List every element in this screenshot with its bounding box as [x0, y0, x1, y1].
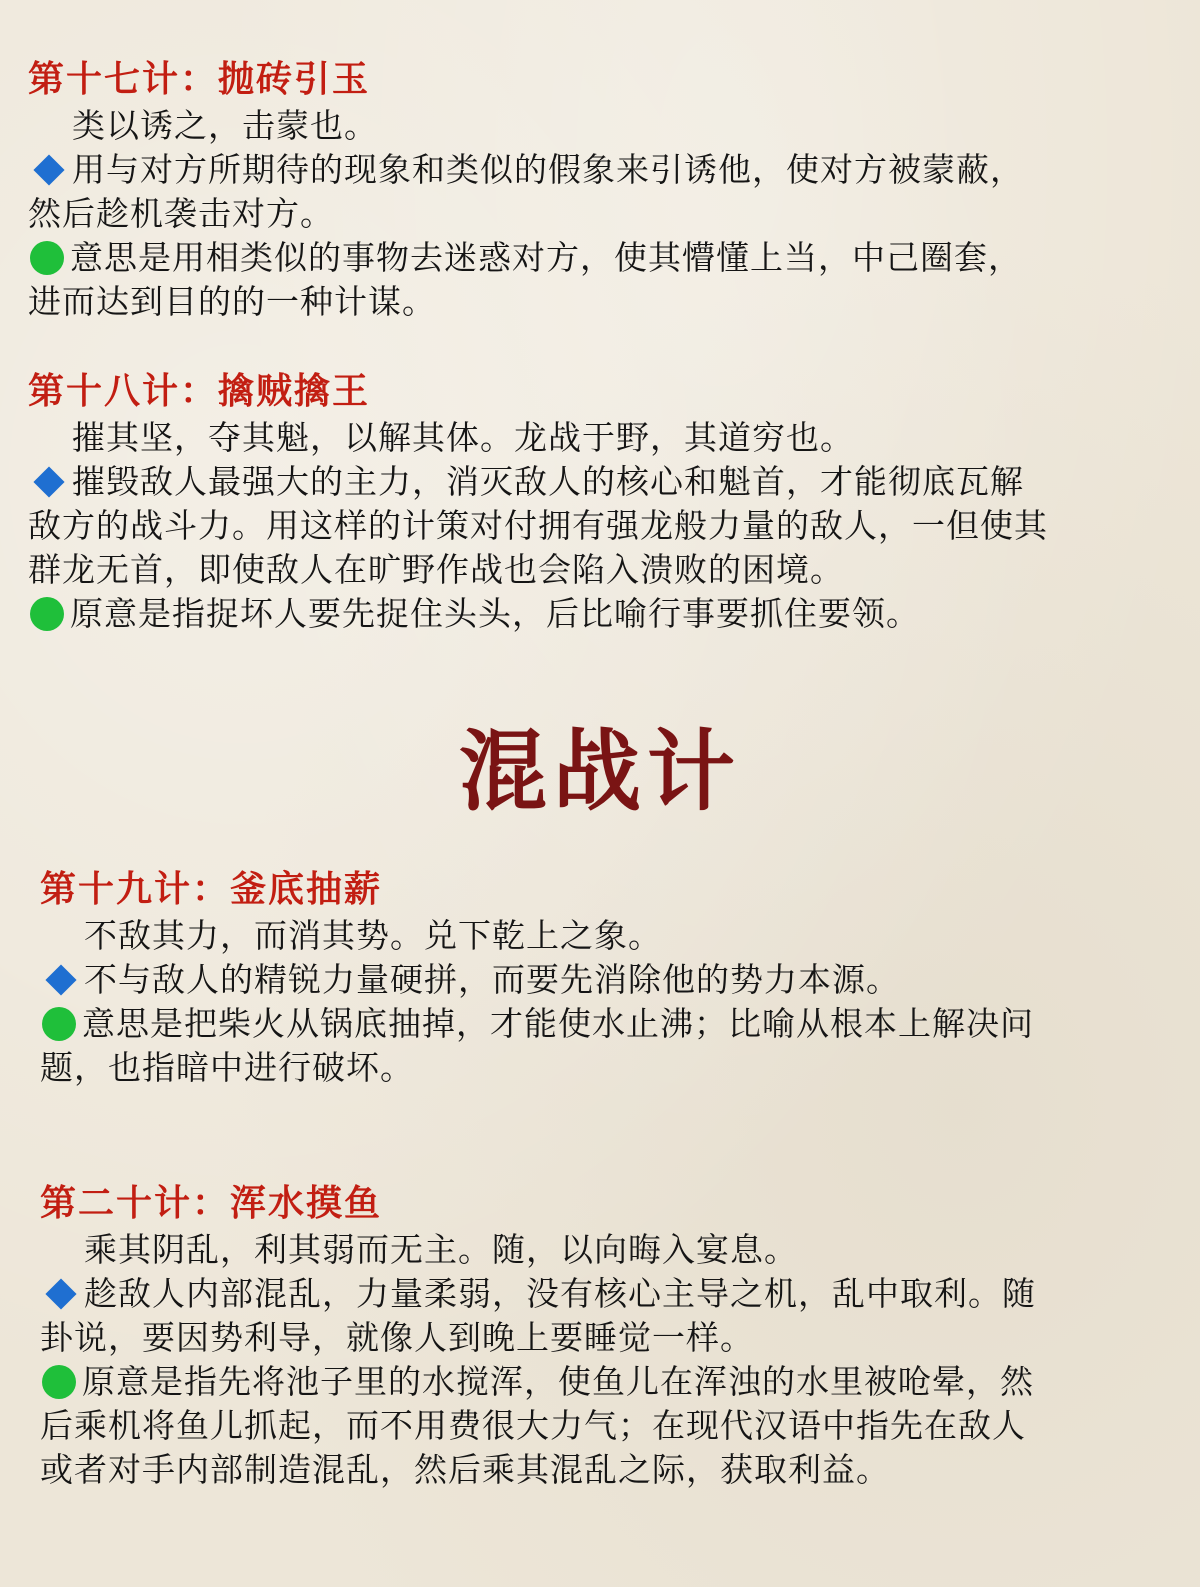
- stratagem-meaning: [28, 236, 1024, 324]
- stratagem-title: 第十九计：釜底抽薪: [40, 868, 383, 910]
- stratagem-explanation: [40, 958, 1034, 1002]
- stratagem-19: [40, 864, 1034, 1090]
- stratagem-18: [28, 366, 1048, 636]
- blue-diamond-icon: [33, 154, 64, 185]
- green-dot-icon: [42, 1365, 76, 1399]
- explanation-line: 然后趁机袭击对方。: [28, 194, 334, 233]
- explanation-line: 敌方的战斗力。用这样的计策对付拥有强龙般力量的敌人，一但使其: [28, 506, 1048, 545]
- stratagem-quote: 类以诱之，击蒙也。: [72, 106, 378, 145]
- explanation-line: 摧毁敌人最强大的主力，消灭敌人的核心和魁首，才能彻底瓦解: [72, 462, 1024, 501]
- stratagem-quote: 不敌其力，而消其势。兑下乾上之象。: [84, 916, 662, 955]
- blue-diamond-icon: [45, 964, 76, 995]
- stratagem-title: 第十八计：擒贼擒王: [28, 370, 371, 412]
- green-dot-icon: [30, 241, 64, 275]
- stratagem-17: [28, 54, 1024, 324]
- stratagem-quote: 乘其阴乱，利其弱而无主。随，以向晦入宴息。: [84, 1230, 798, 1269]
- stratagem-meaning: [40, 1002, 1034, 1090]
- stratagem-explanation: [40, 1272, 1036, 1360]
- stratagem-quote: 摧其坚，夺其魁，以解其体。龙战于野，其道穷也。: [72, 418, 854, 457]
- stratagem-meaning: [40, 1360, 1036, 1492]
- stratagem-title: 第十七计：抛砖引玉: [28, 58, 371, 100]
- meaning-line: 进而达到目的的一种计谋。: [28, 282, 436, 321]
- green-dot-icon: [42, 1007, 76, 1041]
- meaning-line: 原意是指先将池子里的水搅浑，使鱼儿在浑浊的水里被呛晕，然: [82, 1362, 1034, 1401]
- green-dot-icon: [30, 597, 64, 631]
- stratagem-meaning: [28, 592, 1048, 636]
- explanation-line: 不与敌人的精锐力量硬拼，而要先消除他的势力本源。: [84, 960, 900, 999]
- blue-diamond-icon: [33, 466, 64, 497]
- meaning-line: 后乘机将鱼儿抓起，而不用费很大力气；在现代汉语中指先在敌人: [40, 1406, 1026, 1445]
- section-heading: 混战计: [458, 719, 741, 823]
- stratagem-explanation: [28, 460, 1048, 592]
- meaning-line: 意思是用相类似的事物去迷惑对方，使其懵懂上当，中己圈套，: [70, 238, 1022, 277]
- explanation-line: 用与对方所期待的现象和类似的假象来引诱他，使对方被蒙蔽，: [72, 150, 1024, 189]
- stratagem-title: 第二十计：浑水摸鱼: [40, 1182, 383, 1224]
- meaning-line: 题，也指暗中进行破坏。: [40, 1048, 414, 1087]
- explanation-line: 卦说，要因势利导，就像人到晚上要睡觉一样。: [40, 1318, 754, 1357]
- meaning-line: 或者对手内部制造混乱，然后乘其混乱之际，获取利益。: [40, 1450, 890, 1489]
- meaning-line: 原意是指捉坏人要先捉住头头，后比喻行事要抓住要领。: [70, 594, 920, 633]
- stratagem-explanation: [28, 148, 1024, 236]
- explanation-line: 趁敌人内部混乱，力量柔弱，没有核心主导之机，乱中取利。随: [84, 1274, 1036, 1313]
- stratagem-20: [40, 1178, 1036, 1492]
- blue-diamond-icon: [45, 1278, 76, 1309]
- meaning-line: 意思是把柴火从锅底抽掉，才能使水止沸；比喻从根本上解决问: [82, 1004, 1034, 1043]
- explanation-line: 群龙无首，即使敌人在旷野作战也会陷入溃败的困境。: [28, 550, 844, 589]
